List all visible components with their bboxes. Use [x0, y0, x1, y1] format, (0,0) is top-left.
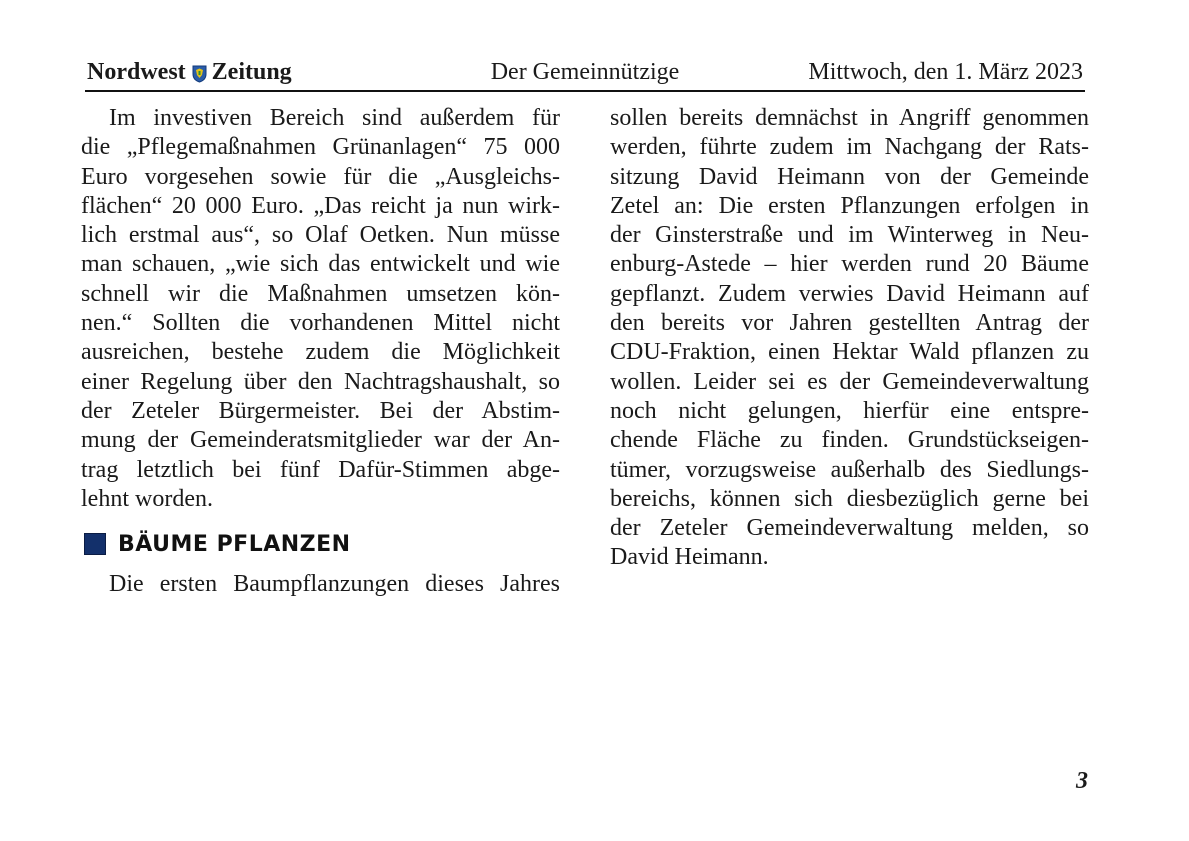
text-line: noch nicht gelungen, hierfür eine entspre- — [610, 397, 1089, 424]
section-title: Der Gemeinnützige — [490, 59, 680, 85]
text-line: trag letztlich bei fünf Dafür-Stimmen abge- — [81, 456, 560, 483]
text-line: sollen bereits demnächst in Angriff genommen — [610, 105, 1089, 131]
text-line: nen.“ Sollten die vorhandenen Mittel nicht — [81, 310, 560, 337]
text-line: bereichs, können sich diesbezüglich gerne bei — [610, 485, 1089, 512]
text-line: wollen. Leider sei es der Gemeindeverwaltung — [610, 368, 1089, 395]
issue-date: Mittwoch, den 1. März 2023 — [808, 59, 1083, 85]
text-line: lich erstmal aus“, so Olaf Oetken. Nun müsse — [81, 222, 560, 249]
brand-name-left: Nordwest — [87, 59, 186, 85]
brand-name-right: Zeitung — [211, 59, 292, 85]
text-line: ausreichen, bestehe zudem die Möglichkeit — [81, 339, 560, 366]
text-line: einer Regelung über den Nachtragshaushalt, so — [81, 368, 560, 395]
text-line: der Zeteler Bürgermeister. Bei der Abstim- — [81, 397, 560, 424]
text-line: den bereits vor Jahren gestellten Antrag der — [610, 310, 1089, 337]
page-header — [85, 56, 1085, 92]
text-line: enburg-Astede – hier werden rund 20 Bäume — [610, 251, 1089, 278]
text-line: Im investiven Bereich sind außerdem für — [109, 105, 560, 131]
article-column-right — [610, 104, 1089, 573]
article-column-left — [81, 104, 560, 599]
text-line: David Heimann. — [610, 544, 769, 571]
text-line: Euro vorgesehen sowie für die „Ausgleichs- — [81, 163, 560, 190]
text-line: chende Fläche zu finden. Grundstückseigen- — [610, 427, 1089, 454]
text-line: schnell wir die Maßnahmen umsetzen kön- — [81, 280, 560, 307]
text-line: tümer, vorzugsweise außerhalb des Siedlungs- — [610, 456, 1089, 483]
text-line: gepflanzt. Zudem verwies David Heimann auf — [610, 280, 1089, 307]
text-line: Die ersten Baumpflanzungen dieses Jahres — [109, 571, 560, 598]
text-line: mung der Gemeinderatsmitglieder war der An- — [81, 427, 560, 454]
page-number: 3 — [1076, 768, 1088, 794]
text-line: man schauen, „wie sich das entwickelt und wie — [81, 251, 560, 278]
text-line: die „Pflegemaßnahmen Grünanlagen“ 75 000 — [81, 134, 560, 161]
subheading-text: BÄUME PFLANZEN — [118, 531, 351, 557]
text-line: sitzung David Heimann von der Gemeinde — [610, 163, 1089, 190]
text-line: werden, führte zudem im Nachgang der Rats- — [610, 134, 1089, 161]
text-line: Zetel an: Die ersten Pflanzungen erfolgen in — [610, 192, 1089, 219]
text-line: der Ginsterstraße und im Winterweg in Neu- — [610, 222, 1089, 249]
text-line: CDU-Fraktion, einen Hektar Wald pflanzen zu — [610, 339, 1089, 366]
text-line: lehnt worden. — [81, 485, 213, 512]
text-line: flächen“ 20 000 Euro. „Das reicht ja nun wirk- — [81, 192, 560, 219]
subheading — [81, 524, 560, 564]
subheading-square-icon — [84, 533, 106, 555]
text-line: der Zeteler Gemeindeverwaltung melden, so — [610, 515, 1089, 542]
